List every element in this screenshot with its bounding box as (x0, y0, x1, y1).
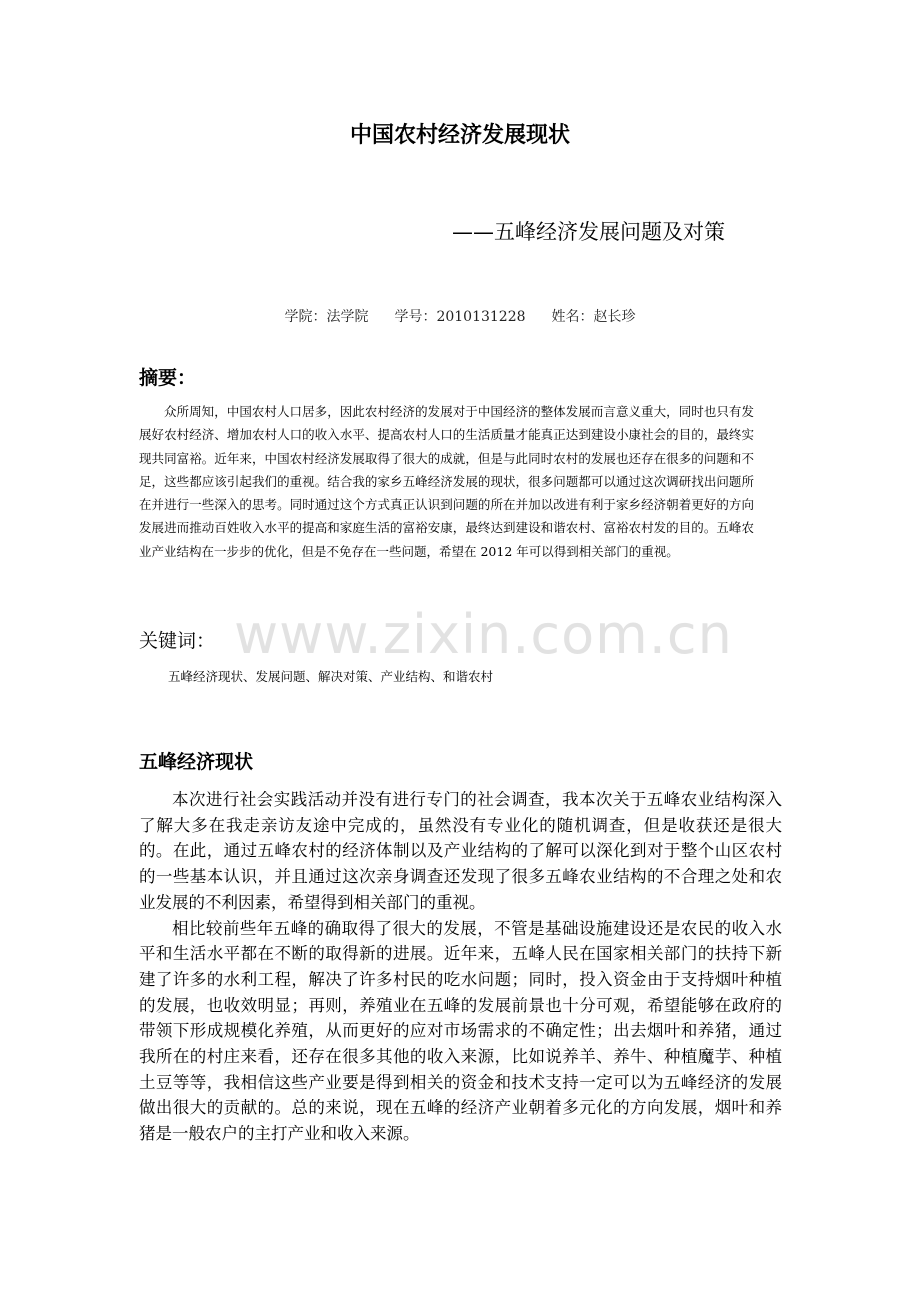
student-id-label: 学号：2010131228 (394, 309, 526, 325)
section-heading: 五峰经济现状 (139, 751, 254, 773)
abstract-heading: 摘要： (139, 367, 197, 389)
document-title: 中国农村经济发展现状 (349, 123, 570, 148)
section-paragraph-2: 相比较前些年五峰的确取得了很大的发展，不管是基础设施建设还是农民的收入水平和生活水平都在不断的取得新的进展。近年来，五峰人民在国家相关部门的扶持下新建了许多的水利工程，解决了许多村民的吃水问题；同时，投入资金由于支持烟叶种植的发展，也收效明显；再则，养殖业在五峰的发展前景也十分可观，希望能够在政府的带领下形成规模化养殖，从而更好的应对市场需求的不确定性；出去烟叶和养猪，通过我所在的村庄来看，还存在很多其他的收入来源，比如说养羊、养牛、种植魔芋、种植土豆等等，我相信这些产业要是得到相关的资金和技术支持一定可以为五峰经济的发展做出很大的贡献的。总的来说，现在五峰的经济产业朝着多元化的方向发展，烟叶和养猪是一般农户的主打产业和收入来源。 (139, 918, 782, 1144)
watermark-text: www.zixin.com.cn (234, 603, 733, 666)
keywords-body: 五峰经济现状、发展问题、解决对策、产业结构、和谐农村 (168, 669, 494, 684)
student-name-label: 姓名：赵长珍 (551, 309, 636, 325)
abstract-body: 众所周知，中国农村人口居多，因此农村经济的发展对于中国经济的整体发展而言意义重大，同时也只有发展好农村经济、增加农村人口的收入水平、提高农村人口的生活质量才能真正达到建设小康社会的目的，最终实现共同富裕。近年来，中国农村经济发展取得了很大的成就，但是与此同时农村的发展也还存在很多的问题和不足，这些都应该引起我们的重视。结合我的家乡五峰经济发展的现状，很多问题都可以通过这次调研找出问题所在并进行一些深入的思考。同时通过这个方式真正认识到问题的所在并加以改进有利于家乡经济朝着更好的方向发展进而推动百姓收入水平的提高和家庭生活的富裕安康，最终达到建设和谐农村、富裕农村发的目的。五峰农业产业结构在一步步的优化，但是不免存在一些问题，希望在 2012 年可以得到相关部门的重视。 (139, 404, 754, 559)
college-label: 学院：法学院 (284, 309, 369, 325)
section-body (139, 787, 782, 1147)
author-info (0, 306, 920, 328)
section-paragraph-1: 本次进行社会实践活动并没有进行专门的社会调查，我本次关于五峰农业结构深入了解大多在我走亲访友途中完成的，虽然没有专业化的随机调查，但是收获还是很大的。在此，通过五峰农村的经济体制以及产业结构的了解可以深化到对于整个山区农村的一些基本认识，并且通过这次亲身调查还发现了很多五峰农业结构的不合理之处和农业发展的不利因素，希望得到相关部门的重视。 (139, 790, 782, 912)
document-subtitle: ——五峰经济发展问题及对策 (452, 220, 725, 244)
keywords-heading: 关键词： (139, 630, 216, 652)
